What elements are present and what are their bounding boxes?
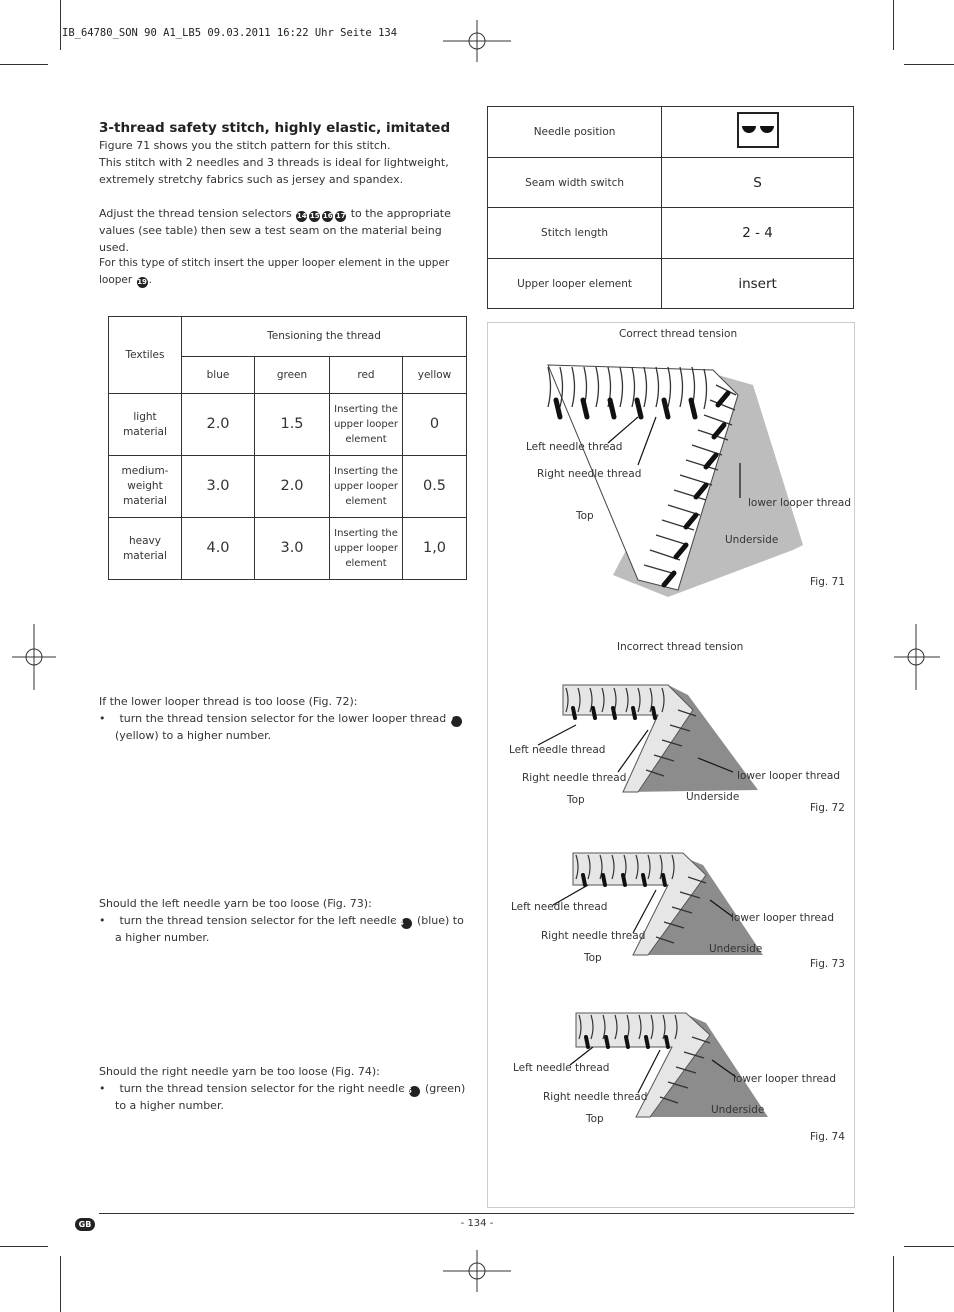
label-top: Top [584, 952, 602, 964]
table-row: Upper looper element insert [488, 259, 854, 309]
label-right-needle-thread: Right needle thread [522, 772, 627, 784]
symbol-16-icon: 16 [322, 212, 333, 220]
tension-table [108, 316, 467, 580]
table-row: Textiles Tensioning the thread [109, 317, 467, 357]
label-underside: Underside [709, 943, 763, 955]
label-left-needle-thread: Left needle thread [513, 1062, 610, 1074]
figure-heading: Correct thread tension [619, 328, 738, 340]
adjust-text: Adjust the thread tension selectors 14 15 16 17 to the appropriate values (see table) then sew a test seam on the material being used. [99, 207, 451, 254]
label-lower-looper-thread: lower looper thread [748, 497, 852, 509]
table-row: blue green red yellow [109, 357, 467, 394]
label-lower-looper-thread: lower looper thread [733, 1073, 837, 1085]
figure-heading: Incorrect thread tension [617, 641, 744, 653]
figure-number: Fig. 71 [810, 576, 845, 588]
label-right-needle-thread: Right needle thread [543, 1091, 648, 1103]
symbol-14-icon: 14 [296, 212, 307, 220]
table-row: light material 2.0 1.5 Inserting the upper looper element 0 [109, 394, 467, 456]
label-top: Top [586, 1113, 604, 1125]
intro-line-1: Figure 71 shows you the stitch pattern for this stitch. [99, 139, 391, 152]
label-left-needle-thread: Left needle thread [511, 901, 608, 913]
symbol-17-icon: 17 [451, 716, 462, 727]
table-row: medium-weight material 3.0 2.0 Inserting the upper looper element 0.5 [109, 456, 467, 518]
intro-line-2: This stitch with 2 needles and 3 threads is ideal for lightweight, extremely stretchy fabrics such as jersey and spandex. [99, 156, 449, 186]
intro-text [99, 137, 469, 188]
label-left-needle-thread: Left needle thread [509, 744, 606, 756]
symbol-17-icon: 17 [335, 212, 346, 220]
table-row: Needle position [488, 107, 854, 158]
settings-table [487, 106, 854, 309]
label-right-needle-thread: Right needle thread [541, 930, 646, 942]
figure-number: Fig. 74 [810, 1131, 845, 1143]
needle-position-icon [737, 112, 779, 148]
figure-number: Fig. 73 [810, 958, 845, 970]
figure-number: Fig. 72 [810, 802, 845, 814]
instruction-block: Should the right needle yarn be too loose (Fig. 74): • turn the thread tension selector for the right needle 15 (green) to a higher number. [99, 1065, 466, 1112]
instruction-block: If the lower looper thread is too loose (Fig. 72): • turn the thread tension selector for the lower looper thread 17 (yellow) to a higher number. [99, 693, 469, 744]
table-row: Seam width switch S [488, 158, 854, 208]
symbol-14-icon: 14 [401, 918, 412, 929]
label-underside: Underside [725, 534, 779, 546]
footer-rule [99, 1213, 854, 1214]
symbol-19-icon: 19 [137, 278, 147, 286]
label-top: Top [576, 510, 594, 522]
label-lower-looper-thread: lower looper thread [737, 770, 841, 782]
insert-text: For this type of stitch insert the upper looper element in the upper looper 19 . [99, 257, 450, 286]
section-title: 3-thread safety stitch, highly elastic, imitated [99, 120, 451, 136]
print-header: IB_64780_SON 90 A1_LB5 09.03.2011 16:22 Uhr Seite 134 [62, 27, 398, 39]
page-number: - 134 - [460, 1218, 494, 1229]
table-row: Stitch length 2 - 4 [488, 208, 854, 259]
instruction-block: Should the left needle yarn be too loose (Fig. 73): • turn the thread tension selector for the left needle 14 (blue) to a higher number. [99, 897, 464, 944]
label-right-needle-thread: Right needle thread [537, 468, 642, 480]
country-badge: GB [75, 1218, 95, 1231]
label-underside: Underside [711, 1104, 765, 1116]
table-row: heavy material 4.0 3.0 Inserting the upper looper element 1,0 [109, 518, 467, 580]
label-top: Top [567, 794, 585, 806]
label-lower-looper-thread: lower looper thread [731, 912, 835, 924]
symbol-15-icon: 15 [409, 1086, 420, 1097]
label-underside: Underside [686, 791, 740, 803]
label-left-needle-thread: Left needle thread [526, 441, 623, 453]
symbol-15-icon: 15 [309, 212, 320, 220]
